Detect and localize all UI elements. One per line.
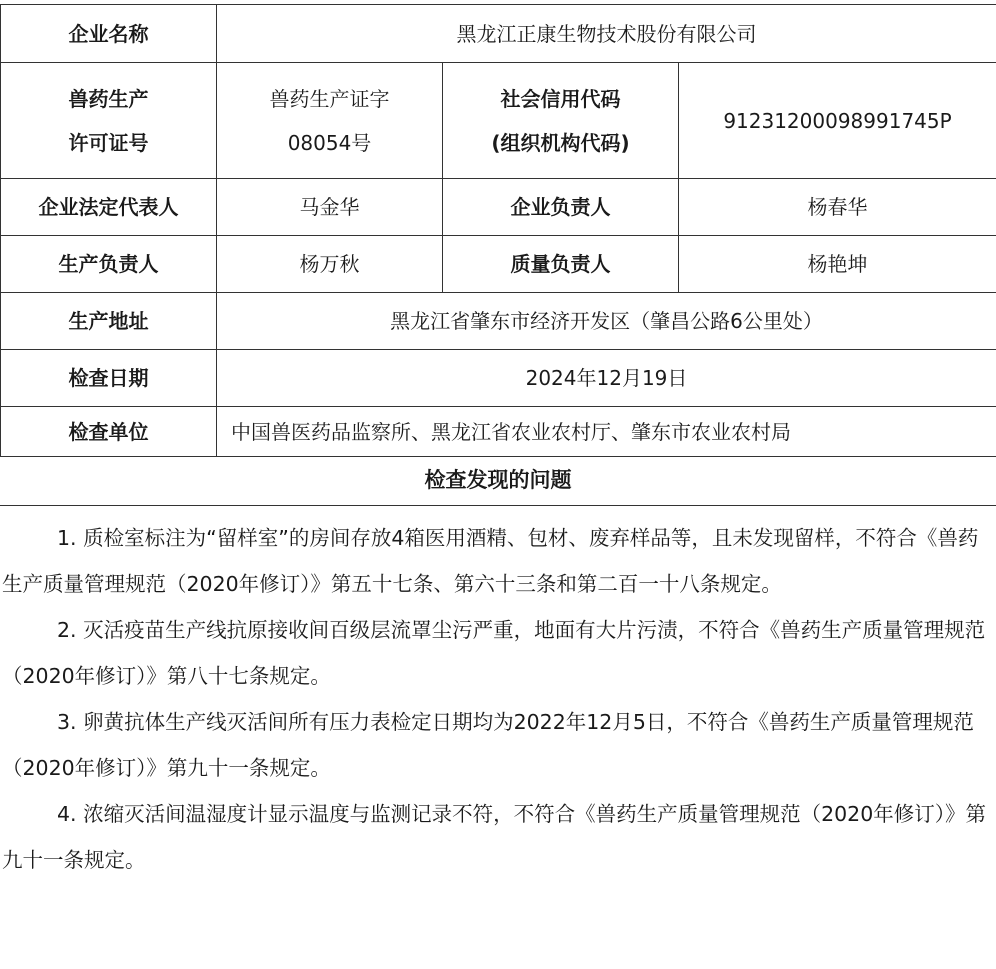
inspector-value: 中国兽医药品监察所、黑龙江省农业农村厅、肇东市农业农村局 — [217, 407, 996, 457]
quality-head-label: 质量负责人 — [443, 236, 679, 293]
license-label-line2: 许可证号 — [68, 130, 149, 155]
company-name-row — [1, 5, 996, 63]
production-head-value: 杨万秋 — [217, 236, 443, 293]
date-row — [1, 350, 996, 407]
issues-list — [0, 515, 996, 883]
legal-rep-row — [1, 179, 996, 236]
credit-code-value: 9123120009899174​5P — [679, 63, 996, 179]
company-info-table — [0, 4, 996, 457]
inspector-row — [1, 407, 996, 457]
license-value — [217, 63, 443, 179]
quality-head-value: 杨艳坤 — [679, 236, 996, 293]
credit-code-label — [443, 63, 679, 179]
issue-item-4: 4. 浓缩灭活间温湿度计显示温度与监测记录不符，不符合《兽药生产质量管理规范（2020年修订）》第九十一条规定。 — [2, 802, 986, 872]
issue-item-1: 1. 质检室标注为“留样室”的房间存放4箱医用酒精、包材、废弃样品等，且未发现留样，不符合《兽药生产质量管理规范（2020年修订）》第五十七条、第六十三条和第二百一十八条规定。 — [2, 526, 979, 596]
address-label: 生产地址 — [1, 293, 217, 350]
license-label — [1, 63, 217, 179]
license-label-line1: 兽药生产 — [68, 86, 149, 111]
license-value-line1: 兽药生产证字 — [269, 86, 390, 111]
legal-rep-label: 企业法定代表人 — [1, 179, 217, 236]
legal-rep-value: 马金华 — [217, 179, 443, 236]
issue-item-2: 2. 灭活疫苗生产线抗原接收间百级层流罩尘污严重，地面有大片污渍，不符合《兽药生产质量管理规范（2020年修订）》第八十七条规定。 — [2, 618, 986, 688]
credit-code-label-line2: (组织机构代码) — [491, 130, 630, 155]
inspector-label: 检查单位 — [1, 407, 217, 457]
company-name-value: 黑龙江正康生物技术股份有限公司 — [217, 5, 996, 63]
company-name-label: 企业名称 — [1, 5, 217, 63]
issue-item-3: 3. 卵黄抗体生产线灭活间所有压力表检定日期均为2022年12月5日，不符合《兽药生产质量管理规范（2020年修订）》第九十一条规定。 — [2, 710, 974, 780]
credit-code-label-line1: 社会信用代码 — [500, 86, 621, 111]
address-row — [1, 293, 996, 350]
inspection-date-value: 2024年12月19日 — [217, 350, 996, 407]
company-head-label: 企业负责人 — [443, 179, 679, 236]
address-value: 黑龙江省肇东市经济开发区（肇昌公路6公里处） — [217, 293, 996, 350]
production-head-label: 生产负责人 — [1, 236, 217, 293]
issues-heading: 检查发现的问题 — [0, 456, 996, 506]
production-head-row — [1, 236, 996, 293]
inspection-date-label: 检查日期 — [1, 350, 217, 407]
license-row — [1, 63, 996, 179]
company-head-value: 杨春华 — [679, 179, 996, 236]
license-value-line2: 08054号 — [287, 130, 372, 155]
